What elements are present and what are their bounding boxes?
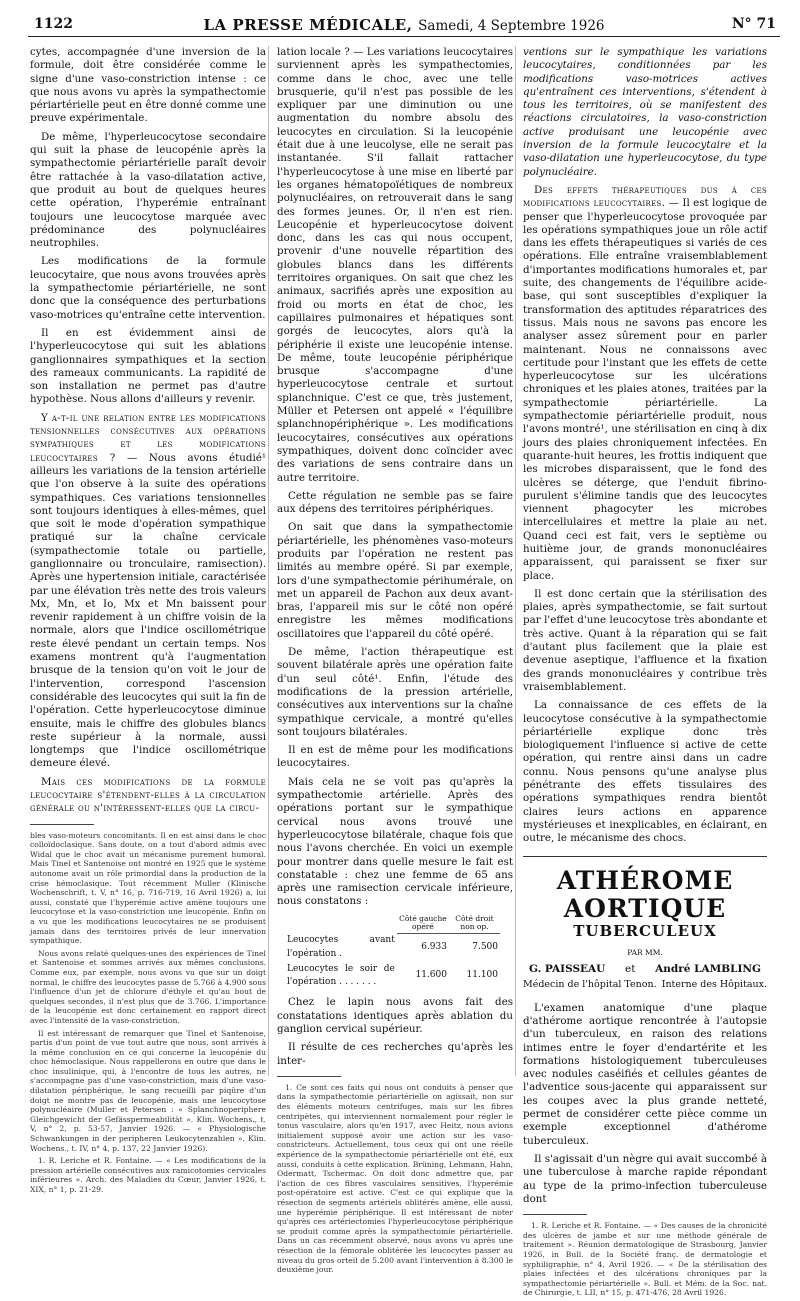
paragraph: De même, l'hyperleucocytose secondaire qui suit la phase de leucopénie après la sympathectomie périartérielle paraît devoir être rattachée à la vaso-dilatation active, que produit au bout de quelques heures cette opération, l'hyperémie entraînant toujours une leucocytose marquée avec prédominance des polynucléaires neutrophiles. xyxy=(30,130,266,250)
paragraph-text: — Il est logique de penser que l'hyperleucocytose provoquée par les opérations sympathiques joue un rôle actif dans les effets thérapeutiques si variés de ces opérations. Elle entraîne vraisemblablement d'importantes modifications humorales et, par suite, des changements de l'équilibre acide-base, qui sont susceptibles d'expliquer la transformation des aptitudes réparatrices des tissus. Mais nous ne savons pas encore les analyser assez sûrement pour en parler maintenant. Nous ne connaissons avec certitude pour l'instant que les effets de cette hyperleucocytose sur les ulcérations chroniques et les plaies atones, traitées par la sympathectomie périartérielle. La sympathectomie périartérielle produit, nous l'avons montré¹, une stérilisation en cinq à dix jours des plaies chroniquement infectées. En quarante-huit heures, les frottis indiquent que les microbes disparaissent, que le fond des ulcères se déterge, que l'enduit fibrino-purulent s'élimine tandis que des leucocytes viennent phagocyter les microbes intercellulaires et mettre la plaie au net. Quand ceci est fait, vers le septième ou huitième jour, de grands mononucléaires apparaissent, qui paraissent se fixer sur place. xyxy=(523,197,767,582)
author: André LAMBLING xyxy=(655,963,761,976)
footnote: Nous avons relaté quelques-unes des expériences de Tinel et Santenoise et sommes arrivés aux mêmes conclusions. Comme eux, par exemple, nous avons vu que sur un doigt normal, le chiffre des leucocytes passe de 5.766 à 4.900 sous l'influence d'un jet de chlorure d'éthyle et qu'au bout de quelques secondes, il n'est plus que de 3.766. L'importance de la leucopénie est donc certainement en rapport direct avec l'intensité de la vaso-constriction. xyxy=(30,948,266,1025)
paragraph: Les modifications de la formule leucocytaire, que nous avons trouvées après la sympathectomie périartérielle, ne sont donc que la conséquence des perturbations vaso-motrices qu'entraîne cette intervention. xyxy=(30,255,266,321)
issue-number: N° 71 xyxy=(731,16,776,32)
article-title: ATHÉROME AORTIQUE xyxy=(556,865,734,923)
issue-date: Samedi, 4 Septembre 1926 xyxy=(418,18,605,34)
journal-name: LA PRESSE MÉDICALE, xyxy=(203,16,413,34)
paragraph: L'examen anatomique d'une plaque d'athérome aortique rencontrée à l'autopsie d'un tuberculeux, en raison des relations intimes entre le foyer d'endartérite et les formations histologiquement tuberculeuses avec nodules caséifiés et cellules géantes de l'adventice sous-jacente qui apparaissent sur les coupes avec la plus grande netteté, permet de considérer cette pièce comme un exemple exceptionnel d'athérome tuberculeux. xyxy=(523,1001,767,1147)
paragraph: Mais cela ne se voit pas qu'après la sympathectomie artérielle. Après des opérations portant sur le sympathique cervical nous avons trouvé une hyperleucocytose bilatérale, chaque fois que nous l'avons cherchée. En voici un exemple pour montrer dans quelle mesure le fait est constatable : chez une femme de 65 ans après une ramisection cervicale inférieure, nous constatons : xyxy=(277,775,513,908)
footnote: 1. R. Leriche et R. Fontaine. — « Des causes de la chronicité des ulcères de jambe et sur une méthode générale de traitement ». Réunion dermatologique de Strasbourg, Janvier 1926, in Bull. de la Société franç. de dermatologie et syphiligraphie, n° 4, Avril 1926. — « De la stérilisation des plaies infectées et des ulcérations chroniques par la sympathectomie périartérielle ». Bull. et Mém. de la Soc. nat. de Chirurgie, t. LII, n° 15, p. 471-476, 28 Avril 1926. xyxy=(523,1221,767,1298)
section-heading: Des effets thérapeutiques dus à ces modifications leucocytaires. xyxy=(523,183,767,210)
paragraph: On sait que dans la sympathectomie périartérielle, les phénomènes vaso-moteurs produits par l'opération ne restent pas limités au membre opéré. Si par exemple, lors d'une sympathectomie périhumérale, on met un appareil de Pachon aux deux avant-bras, l'appareil mis sur le côté non opéré enregistre les mêmes modifications oscillatoires que l'appareil du côté opéré. xyxy=(277,521,513,640)
section-heading: Mais ces modifications de la formule leucocytaire s'étendent-elles à la circulation générale ou n'intéressent-elles que la circu- xyxy=(30,775,266,815)
paragraph xyxy=(523,184,767,583)
cell-value: 11.600 xyxy=(415,970,447,981)
footnotes xyxy=(30,831,266,1195)
footnote: 1. R. Leriche et R. Fontaine. — « Les modifications de la pression artérielle consécutives aux ramicotomies cervicales inférieures ». Arch. des Maladies du Cœur, Janvier 1926, t. XIX, n° 1, p. 21-29. xyxy=(30,1156,266,1194)
leucocyte-table xyxy=(285,914,500,991)
table-header-row xyxy=(285,914,500,934)
section-heading: Y a-t-il une relation entre les modifications tensionnelles consécutives aux opérations sympathiques et les modifications leucocytaires ? xyxy=(30,411,266,464)
paragraph: Il est donc certain que la stérilisation des plaies, après sympathectomie, se fait surtout par l'effet d'une leucocytose très abondante et très active. Quant à la réparation qui se fait d'autant plus facilement que la plaie est devenue aseptique, l'affluence et la fixation des grands mononucléaires y contribue très vraisemblablement. xyxy=(523,587,767,693)
column-divider xyxy=(268,46,269,1076)
column-3 xyxy=(523,46,767,1301)
paragraph: Il s'agissait d'un nègre qui avait succombé à une tuberculose à marche rapide répondant au type de la primo-infection tuberculeuse dont xyxy=(523,1152,767,1205)
cell-value: 11.100 xyxy=(466,970,498,981)
footnotes xyxy=(523,1221,767,1298)
row-label: Leucocytes le soir de l'opération . . . . . . . xyxy=(287,963,395,988)
paragraph: lation locale ? — Les variations leucocytaires surviennent après les sympathectomies, comme dans le choc, avec une telle brusquerie, qu'il n'est pas possible de les expliquer par une diminution ou une augmentation du nombre absolu des leucocytes en circulation. Si la leucopénie était due à une leucolyse, elle ne serait pas instantanée. S'il fallait rattacher l'hyperleucocytose à une mise en liberté par les organes hématopoïétiques de nombreux polynucléaires, on retrouverait dans le sang des formes jeunes. Or, il n'en est rien. Leucopénie et hyperleucocytose doivent donc, dans les cas qui nous occupent, provenir d'une nouvelle répartition des globules blancs dans les différents territoires organiques. On sait que chez les animaux, sacrifiés après une exposition au froid ou morts en état de choc, les capillaires pulmonaires et hépatiques sont gorgés de leucocytes, alors qu'à la périphérie il existe une leucopénie intense. De même, toute leucopénie périphérique brusque s'accompagne d'une hyperleucocytose centrale et surtout splanchnique. C'est ce que, très justement, Müller et Petersen ont appelé « l'équilibre splanchnopériphérique ». Les modifications leucocytaires, consécutives aux opérations sympathiques, doivent donc coïncider avec des variations de sens contraire dans un autre territoire. xyxy=(277,46,513,484)
journal-title xyxy=(28,16,780,34)
paragraph-text: — Nous avons étudié¹ ailleurs les variations de la tension artérielle que l'on observe à la suite des opérations sympathiques. Ces variations tensionnelles sont toujours identiques à elles-mêmes, quel que soit le mode d'opération sympathique pratiqué sur la chaîne cervicale (sympathectomie totale ou partielle, ganglionnaire ou tronculaire, ramisection). Après une hypertension initiale, caractérisée par une élévation très nette des trois valeurs Mx, Mn, et Io, Mx et Mn baissent pour revenir rapidement à un chiffre voisin de la normale, alors que l'indice oscillométrique reste élevé pendant un certain temps. Nos examens montrent qu'à l'augmentation brusque de la tension qu'on voit le jour de l'intervention, correspond l'ascension considérable des leucocytes qui suit la fin de l'opération. Cette hyperleucocytose diminue ensuite, mais le chiffre des globules blancs reste supérieur à la normale, aussi longtemps que l'indice oscillométrique demeure élevé. xyxy=(30,451,266,770)
author-role: Interne des Hôpitaux. xyxy=(661,979,767,991)
footnote-rule xyxy=(30,824,94,825)
paragraph: ventions sur le sympathique les variations leucocytaires, conditionnées par les modifications vaso-motrices actives qu'entraînent ces interventions, s'étendent à tous les territoires, où se manifestent des réactions circulatoires, la vaso-constriction active produisant une leucopénie avec inversion de la formule leucocytaire et la vaso-dilatation une hyperleucocytose, du type polynucléaire. xyxy=(523,46,767,178)
footnotes xyxy=(277,1083,513,1275)
paragraph: Cette régulation ne semble pas se faire aux dépens des territoires périphériques. xyxy=(277,489,513,516)
paragraph: Chez le lapin nous avons fait des constatations identiques après ablation du ganglion cervical supérieur. xyxy=(277,996,513,1035)
table-row xyxy=(285,933,500,962)
author-conjunction: et xyxy=(625,963,636,976)
footnote: 1. Ce sont ces faits qui nous ont conduits à penser que dans la sympathectomie périartérielle on agissait, non sur des éléments moteurs centrifuges, mais sur les fibres centripètes, qui interviennent normalement pour régler le tonus vasculaire, alors qu'en 1917, avec Heitz, nous avions initialement supposé avoir une action sur les vaso-constricteurs. Actuellement, tous ceux qui ont une réelle expérience de la sympathectomie périartérielle ont été, eux aussi, conduits à cette explication. Brüning, Lehmann, Hahn, Odermatt, Tschermac. On doit donc admettre que, par l'action de ces fibres vasculaires sensitives, l'hyperémie post-opératoire est active. C'est ce qui explique que la résection de segments artériels oblitérés amène, elle aussi, une hyperémie périphérique. Il est intéressant de noter qu'après ces artériectomies l'hyperleucocytose périphérique se produit comme après la sympathectomie périartérielle. Dans un cas récemment observé, nous avons vu après une résection de la fémorale oblitérée les leucocytes passer au niveau du gros orteil de 5.200 avant l'intervention à 8.300 le deuxième jour. xyxy=(277,1082,513,1275)
column-header: Côté gauche opéré xyxy=(397,914,449,934)
article-subtitle: TUBERCULEUX xyxy=(573,921,717,940)
paragraph: Il en est de même pour les modifications leucocytaires. xyxy=(277,744,513,770)
paragraph xyxy=(30,412,266,771)
author-roles xyxy=(523,978,767,991)
paragraph xyxy=(30,776,266,816)
row-label: Leucocytes avant l'opération . xyxy=(287,935,395,959)
author: G. PAISSEAU xyxy=(529,963,606,976)
paragraph: La connaissance de ces effets de la leucocytose consécutive à la sympathectomie périartérielle explique donc très biologiquement l'influence si active de cette opération, qui rentre ainsi dans un cadre connu. Nous pensons qu'une analyse plus pénétrante des effets tissulaires des opérations sympathiques rendra bientôt claires leurs actions en apparence mystérieuses et inexplicables, en éclairant, en outre, le mécanisme des chocs. xyxy=(523,699,767,845)
authors xyxy=(523,963,767,976)
paragraph: cytes, accompagnée d'une inversion de la formule, doit être considérée comme le signe d'une vaso-constriction intense : ce que nous avons vu après la sympathectomie périartérielle peut en être donné comme une preuve expérimentale. xyxy=(30,46,266,125)
footnote: bles vaso-moteurs concomitants. Il en est ainsi dans le choc colloïdoclasique. Sans doute, on a tout d'abord admis avec Widal que le choc avait un mécanisme purement humoral. Mais Tinel et Santenoise ont montré en 1925 que le système autonome avait un rôle primordial dans la production de la crise hémoclasique. Tout récemment Muller (Klinische Wochenschrift, t. V, n° 16, p. 716-719, 16 Avril 1926) a, lui aussi, constaté que l'hyperémie active amène toujours une leucocytose et la vaso-constriction une leucopénie. Enfin on a vu que les modifications leucocytaires ne se produisent jamais dans des territoires privés de leur innervation sympathique. xyxy=(30,830,266,946)
paragraph: Il en est évidemment ainsi de l'hyperleucocytose qui suit les ablations ganglionnaires sympathiques et la section des rameaux communicants. La rapidité de son installation ne permet pas d'autre hypothèse. Nous allons d'ailleurs y revenir. xyxy=(30,326,266,406)
paragraph: Il résulte de ces recherches qu'après les inter- xyxy=(277,1041,513,1067)
column-divider xyxy=(515,46,516,1076)
column-2 xyxy=(277,46,513,1278)
column-1 xyxy=(30,46,266,1198)
footnote-rule xyxy=(277,1076,341,1077)
author-role: Médecin de l'hôpital Tenon. xyxy=(523,979,657,991)
page-header xyxy=(28,14,780,37)
article-separator xyxy=(523,856,767,857)
table-row xyxy=(285,962,500,991)
byline-prefix: PAR MM. xyxy=(627,947,663,957)
footnote: Il est intéressant de remarquer que Tinel et Santenoise, partis d'un point de vue tout autre que nous, sont arrivés à la même conclusion en ce qui concerne la leucopénie du choc hémoclasique. Nous rappellerons en outre que dans le choc insulinique, qui, à l'encontre de tous les autres, ne s'accompagne pas d'une vaso-constriction, mais d'une vaso-dilatation périphérique, le sang recueilli par piqûre d'un doigt ne montre pas de leucopénie, mais une leucocytose polynucléaire (Muller et Petersen : « Splanchnoperiphere Gleichgewicht der Gefässpermeabilität ». Klin. Wochens., t. V, n° 2, p. 53-57, Janvier 1926. — « Physiologische Schwankungen in der peripheren Leukocytenzahlen ». Klin. Wochens., t. IV, n° 4, p. 137, 22 Janvier 1926). xyxy=(30,1028,266,1153)
footnote-rule xyxy=(523,1214,587,1215)
paragraph: De même, l'action thérapeutique est souvent bilatérale après une opération faite d'un seul côté¹. Enfin, l'étude des modifications de la pression artérielle, consécutives aux interventions sur la chaîne sympathique cervicale, a montré qu'elles sont toujours bilatérales. xyxy=(277,646,513,738)
cell-value: 6.933 xyxy=(421,942,447,953)
cell-value: 7.500 xyxy=(472,942,498,953)
page-number: 1122 xyxy=(34,16,73,32)
column-header: Côté droit non op. xyxy=(449,914,500,934)
